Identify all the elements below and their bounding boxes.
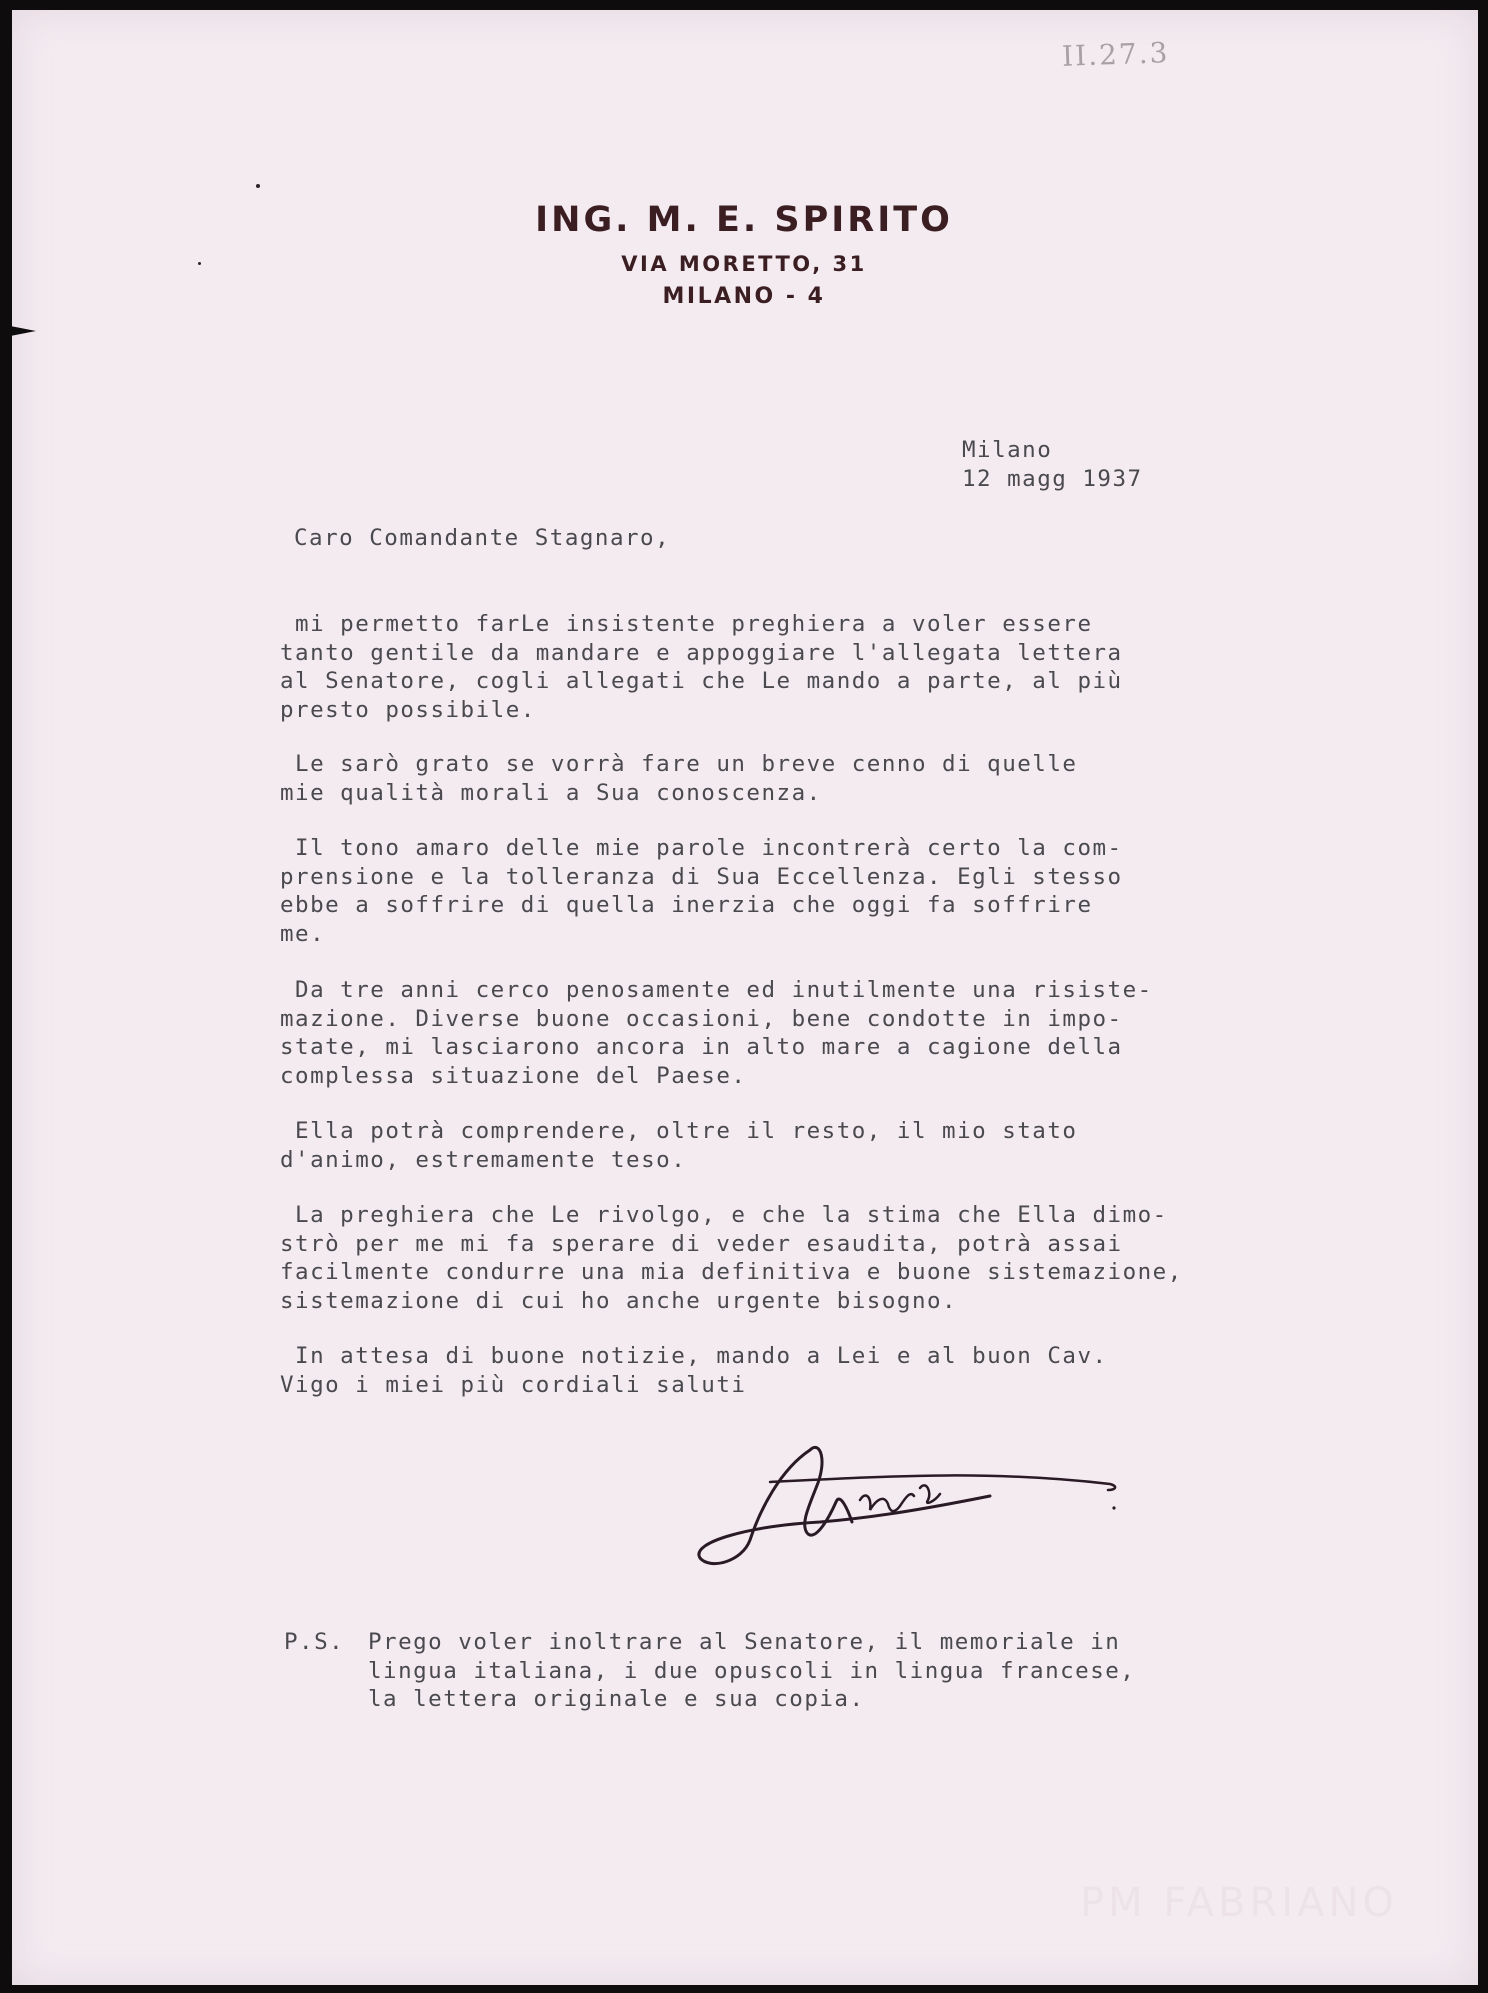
paragraph-line: La preghiera che Le rivolgo, e che la stima che Ella dimo- [280,1202,1168,1228]
paragraph-4 [280,976,1153,1090]
paragraph-line: al Senatore, cogli allegati che Le mando a parte, al più [280,668,1123,694]
paragraph-line: mie qualità morali a Sua conoscenza. [280,779,822,806]
paragraph-line: complessa situazione del Paese. [280,1062,747,1089]
postscript-line: la lettera originale e sua copia. [368,1686,865,1712]
postscript-line: Prego voler inoltrare al Senatore, il memoriale in [368,1629,1121,1655]
paragraph-6 [280,1201,1183,1315]
paragraph-5 [280,1117,1077,1174]
paragraph-7 [280,1342,1108,1399]
paragraph-line: ebbe a soffrire di quella inerzia che oggi fa soffrire [280,892,1093,918]
paragraph-line: d'animo, estremamente teso. [280,1146,687,1173]
letterhead-street: VIA MORETTO, 31 [621,252,867,276]
paragraph-line: prensione e la tolleranza di Sua Eccellenza. Egli stesso [280,863,1123,890]
paragraph-line: tanto gentile da mandare e appoggiare l'allegata lettera [280,639,1123,666]
ink-speck [256,184,260,188]
salutation: Caro Comandante Stagnaro, [294,525,671,551]
postscript-text [368,1628,1135,1714]
paragraph-1 [280,610,1123,724]
handwritten-signature [690,1430,1130,1570]
paragraph-line: Ella potrà comprendere, oltre il resto, il mio stato [280,1118,1078,1144]
paragraph-line: me. [280,920,326,947]
paragraph-line: mazione. Diverse buone occasioni, bene condotte in impo- [280,1005,1123,1032]
paragraph-line: In attesa di buone notizie, mando a Lei e al buon Cav. [280,1343,1108,1369]
place: Milano [962,437,1053,463]
paragraph-3 [280,834,1123,948]
place-date-block [962,436,1143,493]
paragraph-line: sistemazione di cui ho anche urgente bisogno. [280,1287,958,1314]
paragraph-line: Le sarò grato se vorrà fare un breve cenno di quelle [280,751,1078,777]
paragraph-2 [280,750,1077,807]
postscript-label: P.S. [284,1629,345,1655]
paragraph-line: state, mi lasciarono ancora in alto mare a cagione della [280,1034,1123,1060]
date: 12 magg 1937 [962,465,1143,492]
postscript-line: lingua italiana, i due opuscoli in lingua francese, [368,1657,1136,1684]
letterhead-name: ING. M. E. SPIRITO [535,200,953,240]
paragraph-line: presto possibile. [280,696,536,723]
paragraph-line: Da tre anni cerco penosamente ed inutilmente una risiste- [280,977,1153,1003]
paper-watermark: PM FABRIANO [1080,1880,1398,1926]
paragraph-line: facilmente condurre una mia definitiva e buone sistemazione, [280,1259,1183,1285]
archive-reference: II.27.3 [1061,36,1170,73]
letterhead-city: MILANO - 4 [662,284,826,309]
paragraph-line: strò per me mi fa sperare di veder esaudita, potrà assai [280,1230,1123,1257]
paragraph-line: Vigo i miei più cordiali saluti [280,1371,747,1398]
paragraph-line: Il tono amaro delle mie parole incontrerà certo la com- [280,835,1123,861]
paragraph-line: mi permetto farLe insistente preghiera a voler essere [280,611,1093,637]
